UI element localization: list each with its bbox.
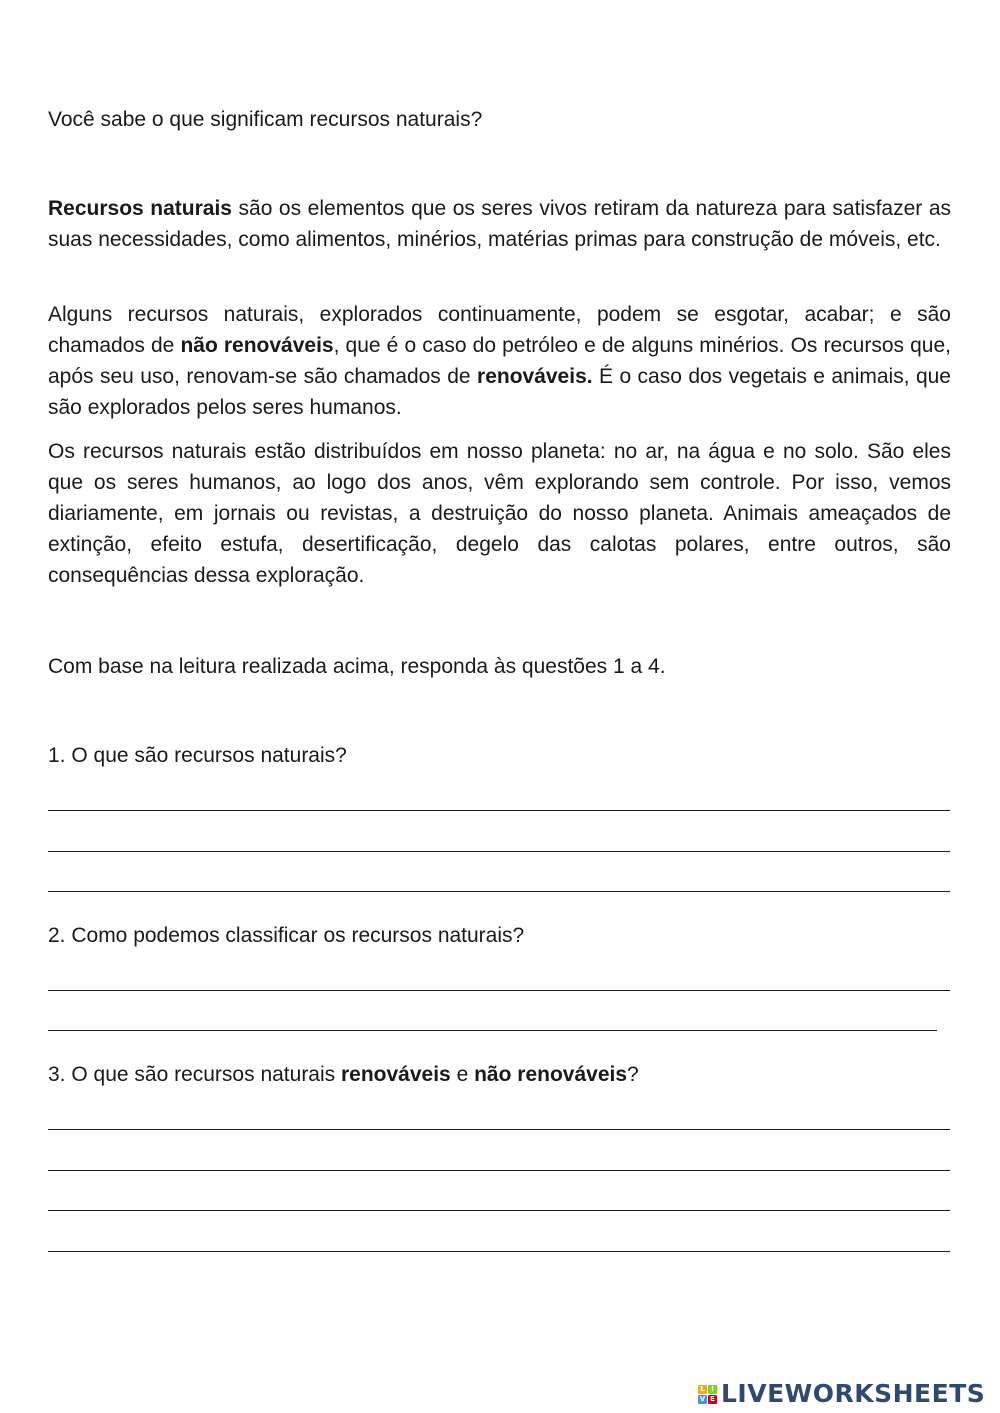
answer-line-q2-2[interactable] (48, 1030, 937, 1031)
question-3 (48, 1059, 951, 1090)
term-renovaveis: renováveis. (477, 365, 593, 388)
paragraph-definition-text: são os elementos que os seres vivos retiram da natureza para satisfazer as suas necessidades, como alimentos, minérios, matérias primas para construção de móveis, etc. (48, 197, 951, 251)
question-1: 1. O que são recursos naturais? (48, 744, 347, 767)
question-3-bold-nao-renovaveis: não renováveis (474, 1063, 628, 1086)
term-recursos-naturais: Recursos naturais (48, 197, 232, 220)
question-3-part2: e (450, 1063, 475, 1086)
question-2: 2. Como podemos classificar os recursos naturais? (48, 924, 525, 947)
answer-line-q3-4[interactable] (48, 1251, 950, 1252)
paragraph-distribution: Os recursos naturais estão distribuídos em nosso planeta: no ar, na água e no solo. São eles que os seres humanos, ao logo dos anos, vêm explorando sem controle. Por isso, vemos diariamente, em jornais ou revistas, a destruição do nosso planeta. Animais ameaçados de extinção, efeito estufa, desertificação, degelo das calotas polares, entre outros, são consequências dessa exploração. (48, 440, 951, 587)
logo-mark-v: V (699, 1394, 706, 1403)
paragraph-classification (48, 299, 951, 423)
logo-mark-i: I (708, 1385, 717, 1394)
question-3-part3: ? (627, 1063, 639, 1086)
paragraph-classification-part2: , que é o caso do petróleo e de alguns minérios. Os recursos que, após seu uso, renovam-se são chamados de (48, 334, 951, 388)
term-nao-renovaveis: não renováveis (180, 334, 334, 357)
intro-question: Você sabe o que significam recursos naturais? (48, 108, 483, 131)
answer-line-q3-2[interactable] (48, 1170, 950, 1171)
answer-line-q1-2[interactable] (48, 851, 950, 852)
liveworksheets-logo-icon (698, 1385, 717, 1404)
answer-line-q3-1[interactable] (48, 1129, 950, 1130)
question-3-part1: 3. O que são recursos naturais (48, 1063, 341, 1086)
answer-line-q1-3[interactable] (48, 891, 950, 892)
paragraph-classification-part3: É o caso dos vegetais e animais, que são explorados pelos seres humanos. (48, 365, 951, 419)
liveworksheets-logo-text: LIVEWORKSHEETS (721, 1379, 986, 1408)
paragraph-classification-part1: Alguns recursos naturais, explorados continuamente, podem se esgotar, acabar; e são chamados de (48, 303, 951, 357)
question-3-bold-renovaveis: renováveis (341, 1063, 451, 1086)
answer-line-q3-3[interactable] (48, 1210, 950, 1211)
logo-mark-l: L (698, 1385, 707, 1394)
liveworksheets-logo (698, 1380, 985, 1408)
logo-mark-e: E (708, 1395, 717, 1404)
answer-line-q1-1[interactable] (48, 810, 950, 811)
answer-line-q2-1[interactable] (48, 990, 950, 991)
instruction-text: Com base na leitura realizada acima, responda às questões 1 a 4. (48, 655, 666, 678)
paragraph-definition (48, 193, 951, 255)
